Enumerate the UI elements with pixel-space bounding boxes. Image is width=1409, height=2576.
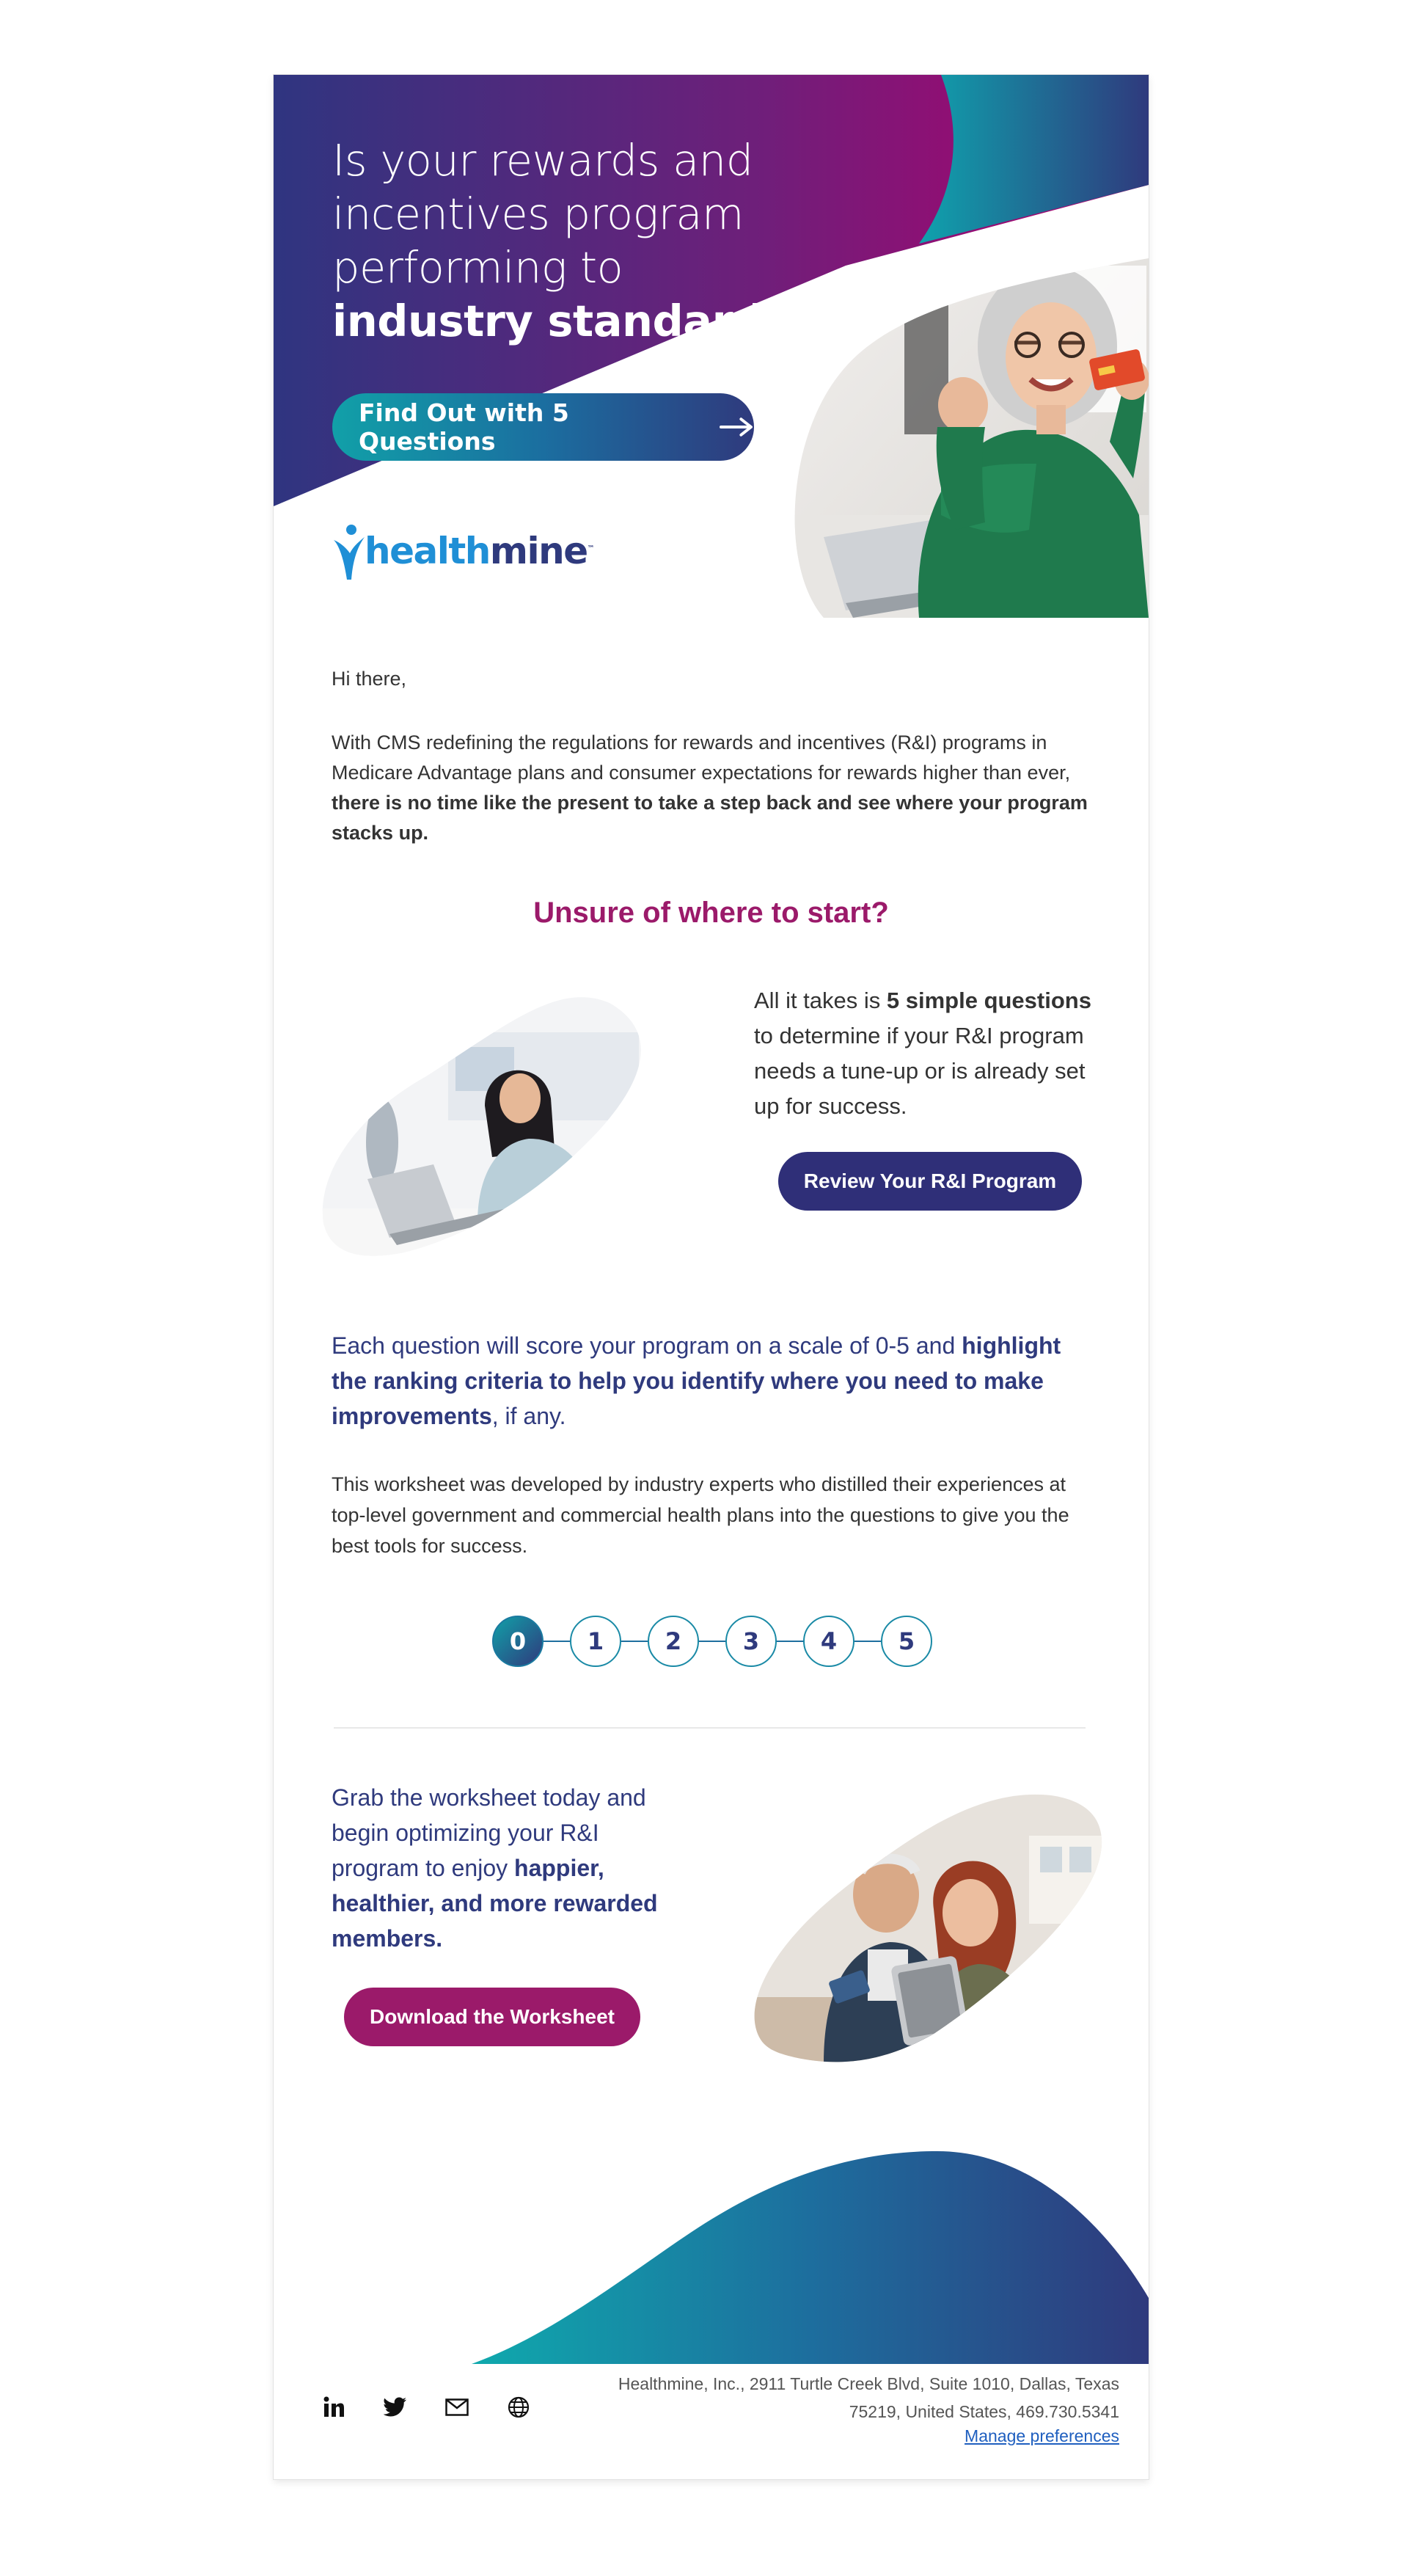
couple-tablet-photo (750, 1792, 1106, 2063)
hero-title-line3: performing to (332, 242, 623, 293)
intro-normal: With CMS redefining the regulations for rewards and incentives (R&I) programs in Medicare Advantage plans and consumer expectations for rewards higher than ever, (332, 731, 1071, 784)
download-worksheet-button[interactable]: Download the Worksheet (344, 1988, 640, 2046)
section-heading: Unsure of where to start? (533, 897, 889, 929)
decorative-wave (274, 2144, 1149, 2364)
manage-preferences-link[interactable]: Manage preferences (965, 2426, 1119, 2445)
step-3: 3 (725, 1616, 777, 1667)
grab-bold: happier, healthier, and more rewarded members. (332, 1855, 658, 1952)
score-bold: highlight the ranking criteria to help you identify where you need to make improvements (332, 1332, 1061, 1429)
email-container (274, 75, 1149, 2479)
woman-laptop-photo (316, 988, 668, 1260)
section-divider (334, 1727, 1086, 1729)
healthmine-logo (332, 524, 594, 583)
hero-title-line1: Is your rewards and (332, 135, 753, 186)
intro-bold: there is no time like the present to take a step back and see where your program stacks up. (332, 792, 1088, 844)
find-out-button[interactable] (332, 393, 754, 461)
globe-icon[interactable] (502, 2391, 535, 2423)
score-paragraph (332, 1328, 1094, 1434)
worksheet-description: This worksheet was developed by industry experts who distilled their experiences at top-level government and commercial health plans into the questions to give you the best tools for success. (332, 1473, 1069, 1557)
step-5: 5 (881, 1616, 932, 1667)
address-line2: 75219, United States, 469.730.5341 (849, 2402, 1119, 2421)
twitter-icon[interactable] (379, 2391, 411, 2423)
simple-post: to determine if your R&I program needs a tune-up or is already set up for success. (754, 1023, 1086, 1119)
step-2: 2 (648, 1616, 699, 1667)
score-post: , if any. (491, 1403, 566, 1429)
address-line1: Healthmine, Inc., 2911 Turtle Creek Blvd, Suite 1010, Dallas, Texas (618, 2374, 1119, 2393)
hero-title-line2: incentives program (332, 189, 744, 239)
hero-woman-photo (794, 222, 1149, 618)
arrow-right-icon (720, 416, 754, 438)
linkedin-icon[interactable] (318, 2391, 350, 2423)
score-pre: Each question will score your program on a scale of 0-5 and (332, 1332, 962, 1359)
intro-paragraph (332, 728, 1094, 848)
grab-pre: Grab the worksheet today and begin optimizing your R&I program to enjoy (332, 1784, 646, 1881)
review-program-button[interactable]: Review Your R&I Program (778, 1152, 1082, 1211)
greeting-text: Hi there, (332, 668, 407, 690)
simple-bold: 5 simple questions (886, 988, 1091, 1013)
step-0: 0 (492, 1616, 544, 1667)
company-address (547, 2370, 1119, 2426)
step-1: 1 (570, 1616, 621, 1667)
linkedin-glyph (323, 2396, 345, 2418)
hero-headline (332, 134, 831, 348)
healthmine-wordmark: healthmine™ (365, 530, 594, 572)
person-figure-icon (332, 524, 366, 583)
hero-title-bold: industry standards? (332, 296, 814, 346)
find-out-button-label: Find Out with 5 Questions (359, 398, 569, 456)
twitter-glyph (384, 2397, 407, 2418)
email-icon[interactable] (441, 2391, 473, 2423)
grab-worksheet-text (332, 1780, 676, 1956)
step-4: 4 (803, 1616, 854, 1667)
five-questions-text (754, 983, 1113, 1124)
score-steps (492, 1612, 935, 1671)
simple-pre: All it takes is (754, 988, 887, 1013)
globe-glyph (508, 2396, 530, 2418)
envelope-glyph (445, 2398, 469, 2416)
